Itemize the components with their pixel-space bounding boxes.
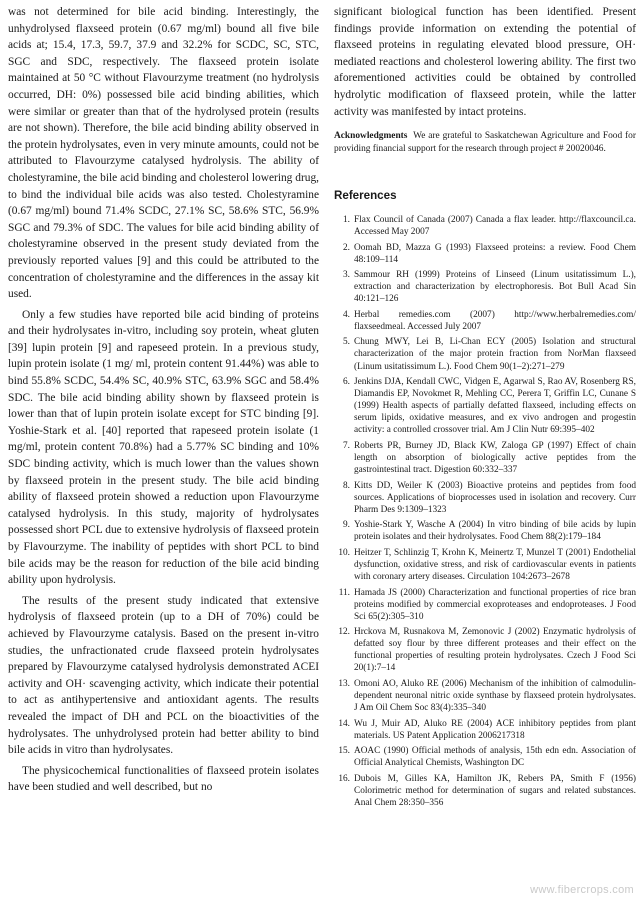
reference-item [334,480,636,516]
reference-item [334,745,636,769]
body-paragraph: significant biological function has been identified. Present findings provide information on extending the potential of flaxseed proteins in regulating elevated blood pressure, OH· mediated reactions and cholesterol lowering ability. The first two aforementioned activities could be obtained by controlled hydrolytic modification of flaxseed protein, while the latter activity was manifested by intact proteins. [334,6,636,118]
reference-text: Yoshie-Stark Y, Wasche A (2004) In vitro binding of bile acids by lupin protein isolates and their hydrolysates. Food Chem 88(2):179–184 [354,520,636,543]
reference-text: Wu J, Muir AD, Aluko RE (2004) ACE inhibitory peptides from plant materials. US Patent Application 2006217318 [354,718,636,741]
reference-item [334,626,636,674]
left-column [8,4,319,796]
reference-text: Chung MWY, Lei B, Li-Chan ECY (2005) Isolation and structural characterization of the major protein fraction from NorMan flaxseed (Linum usitatissimum L.). Food Chem 90(1–2):271–279 [354,337,636,372]
reference-text: Dubois M, Gilles KA, Hamilton JK, Rebers PA, Smith F (1956) Colorimetric method for determination of sugars and related substances. Anal Chem 28:350–356 [354,773,636,808]
reference-number: 11. [338,587,350,598]
reference-item [334,587,636,623]
reference-item [334,678,636,714]
body-paragraph: The physicochemical functionalities of flaxseed protein isolates have been studied and well described, but no [8,764,319,794]
reference-number: 12. [338,627,350,638]
reference-number: 15. [338,746,350,757]
reference-number: 8. [343,480,350,491]
reference-number: 16. [338,773,350,784]
reference-number: 2. [343,242,350,253]
reference-text: Sammour RH (1999) Proteins of Linseed (Linum usitatissimum L.), extraction and characterization by electrophoresis. Bot Bull Acad Sin 40:121–126 [354,270,636,305]
body-paragraph: was not determined for bile acid binding. Interestingly, the unhydrolysed flaxseed protein (0.67 mg/ml) bound all five bile acids at; 15.4, 17.3, 59.7, 37.9 and 32.2% for SCDC, SC, STC, SGC and SDC, respectively. The flaxseed protein isolate maintained at 50 °C without Flavourzyme treatment (no hydrolysis occurred, DH: 0%) possessed bile acid binding abilities, which were similar or greater than that of the hydrolysed protein (results are not shown). Therefore, the bile acid binding ability observed in the protein hydrolysates, even in very minute amounts, could not be attributed to Flavourzyme catalysed hydrolysis. The ability of cholestyramine, the bile acid binding and cholesterol lowering drug, to bind the individual bile acids was also tested. Cholestyramine (0.67 mg/ml) bound 71.4% SCDC, 27.1% SC, 58.6% STC, 56.9% SGC and 79.3% of SDC. The values for bile acid binding ability of cholestyramine observed in the present study deviated from the previously reported values [9] and this could be attributed to the concentration of cholestyramine and the differences in the assay kit used. [8,6,319,301]
reference-number: 14. [338,718,350,729]
reference-item [334,214,636,238]
reference-text: Hamada JS (2000) Characterization and functional properties of rice bran proteins modified by commercial exoproteases and endoproteases. J Food Sci 65(2):305–310 [354,587,636,622]
reference-item [334,519,636,543]
reference-text: AOAC (1990) Official methods of analysis, 15th edn edn. Association of Official Analytical Chemists, Washington DC [354,746,636,769]
acknowledgments-label: Acknowledgments [334,131,408,142]
references-list [334,214,636,809]
body-paragraph: The results of the present study indicated that extensive hydrolysis of flaxseed protein (up to a DH of 70%) could be achieved by Flavourzyme catalysis. Based on the present in-vitro studies, the unfractionated crude flaxseed protein hydrolysates prepared by Flavourzyme catalysed hydrolysis demonstrated ACEI activity and OH· scavenging activity, which indicate their potential to act as antihypertensive and antioxidant agents. The results revealed the impact of DH and PCL on the bioactivities of the hydrolysates. The unhydrolysed protein had better ability to bind bile acids in vitro than hydrolysates. [8,594,319,757]
reference-number: 3. [343,270,350,281]
right-column [334,4,636,812]
reference-text: Roberts PR, Burney JD, Black KW, Zaloga GP (1997) Effect of chain length on absorption of biologically active peptides from the gastrointestinal tract. Digestion 60:332–337 [354,440,636,476]
body-paragraph: Only a few studies have reported bile acid binding of proteins and their hydrolysates in-vitro, including soy protein, wheat gluten [39] lupin protein [9] and rapeseed protein. In a previous study, lupin protein isolate (1 mg/ ml, protein content 91.44%) was able to bind 55.8% SCDC, 54.4% SC, 40.9% STC, 63.9% SGC and 58.4% SDC. The bile acid binding ability shown by flaxseed protein is lower than that of lupin protein isolate except for STC binding [9]. Yoshie-Stark et al. [40] reported that rapeseed protein isolate (1 mg/ml, protein content 70.8%) had a 5.77% SC binding and 10% SDC binding activity, which is much lower than the values shown by flaxseed protein in the present study. The bile acid binding ability of flaxseed protein showed a reduction upon Flavourzyme catalysed hydrolysis. In this study, majority of hydrolysates possessed short PCL due to extensive hydrolysis of flaxseed protein by Flavourzyme. The inability of peptides with short PCL to bind bile acids may be the reason for reduction of the bile acid binding ability upon hydrolysis. [8,308,319,587]
reference-text: Herbal remedies.com (2007) http://www.herbalremedies.com/ flaxseedmeal. Accessed July 2007 [354,309,636,332]
reference-item [334,718,636,742]
reference-number: 6. [343,377,350,388]
reference-number: 7. [343,440,350,451]
reference-text: Hrckova M, Rusnakova M, Zemonovic J (2002) Enzymatic hydrolysis of defatted soy flour by three different proteases and their effect on the functional properties of resulting protein hydrolysates. Czech J Food Sci 20(1):7–14 [354,627,636,674]
reference-text: Jenkins DJA, Kendall CWC, Vidgen E, Agarwal S, Rao AV, Rosenberg RS, Diamandis EP, Novokmet R, Mehling CC, Perera T, Griffin LC, Cunane S (1999) Health aspects of partially defatted flaxseed, including effects on serum lipids, oxidative measures, and ex vivo androgen and progestin activity: a controlled crossover trial. Am J Clin Nutr 69:395–402 [354,377,636,436]
reference-text: Flax Council of Canada (2007) Canada a flax leader. http://flaxcouncil.ca. Accessed May 2007 [354,214,636,238]
reference-item [334,547,636,583]
watermark: www.fibercrops.com [530,884,634,896]
reference-item [334,376,636,436]
reference-text: Oomah BD, Mazza G (1993) Flaxseed proteins: a review. Food Chem 48:109–114 [354,242,636,265]
references-heading: References [334,188,397,202]
reference-item [334,242,636,266]
acknowledgments-text: We are grateful to Saskatchewan Agriculture and Food for providing financial support for the research through project # 20020046. [334,131,636,154]
reference-text: Kitts DD, Weiler K (2003) Bioactive proteins and peptides from food sources. Applications of bioprocesses used in isolation and recovery. Curr Pharm Des 9:1309–1323 [354,480,636,515]
reference-number: 1. [343,214,350,225]
reference-item [334,309,636,333]
reference-number: 9. [343,520,350,531]
reference-text: Omoni AO, Aluko RE (2006) Mechanism of the inhibition of calmodulin-dependent neuronal nitric oxide synthase by flaxseed protein hydrolysates. J Am Oil Chem Soc 83(4):335–340 [354,678,636,714]
reference-item [334,440,636,476]
reference-text: Heitzer T, Schlinzig T, Krohn K, Meinertz T, Munzel T (2001) Endothelial dysfunction, oxidative stress, and risk of cardiovascular events in patients with coronary artery diseases. Circulation 104:2673–2678 [354,547,636,583]
reference-item [334,336,636,372]
reference-number: 4. [343,309,350,320]
reference-number: 13. [338,678,350,689]
acknowledgments [334,130,636,155]
reference-number: 10. [338,547,350,558]
reference-item [334,773,636,809]
reference-number: 5. [343,337,350,348]
reference-item [334,269,636,305]
